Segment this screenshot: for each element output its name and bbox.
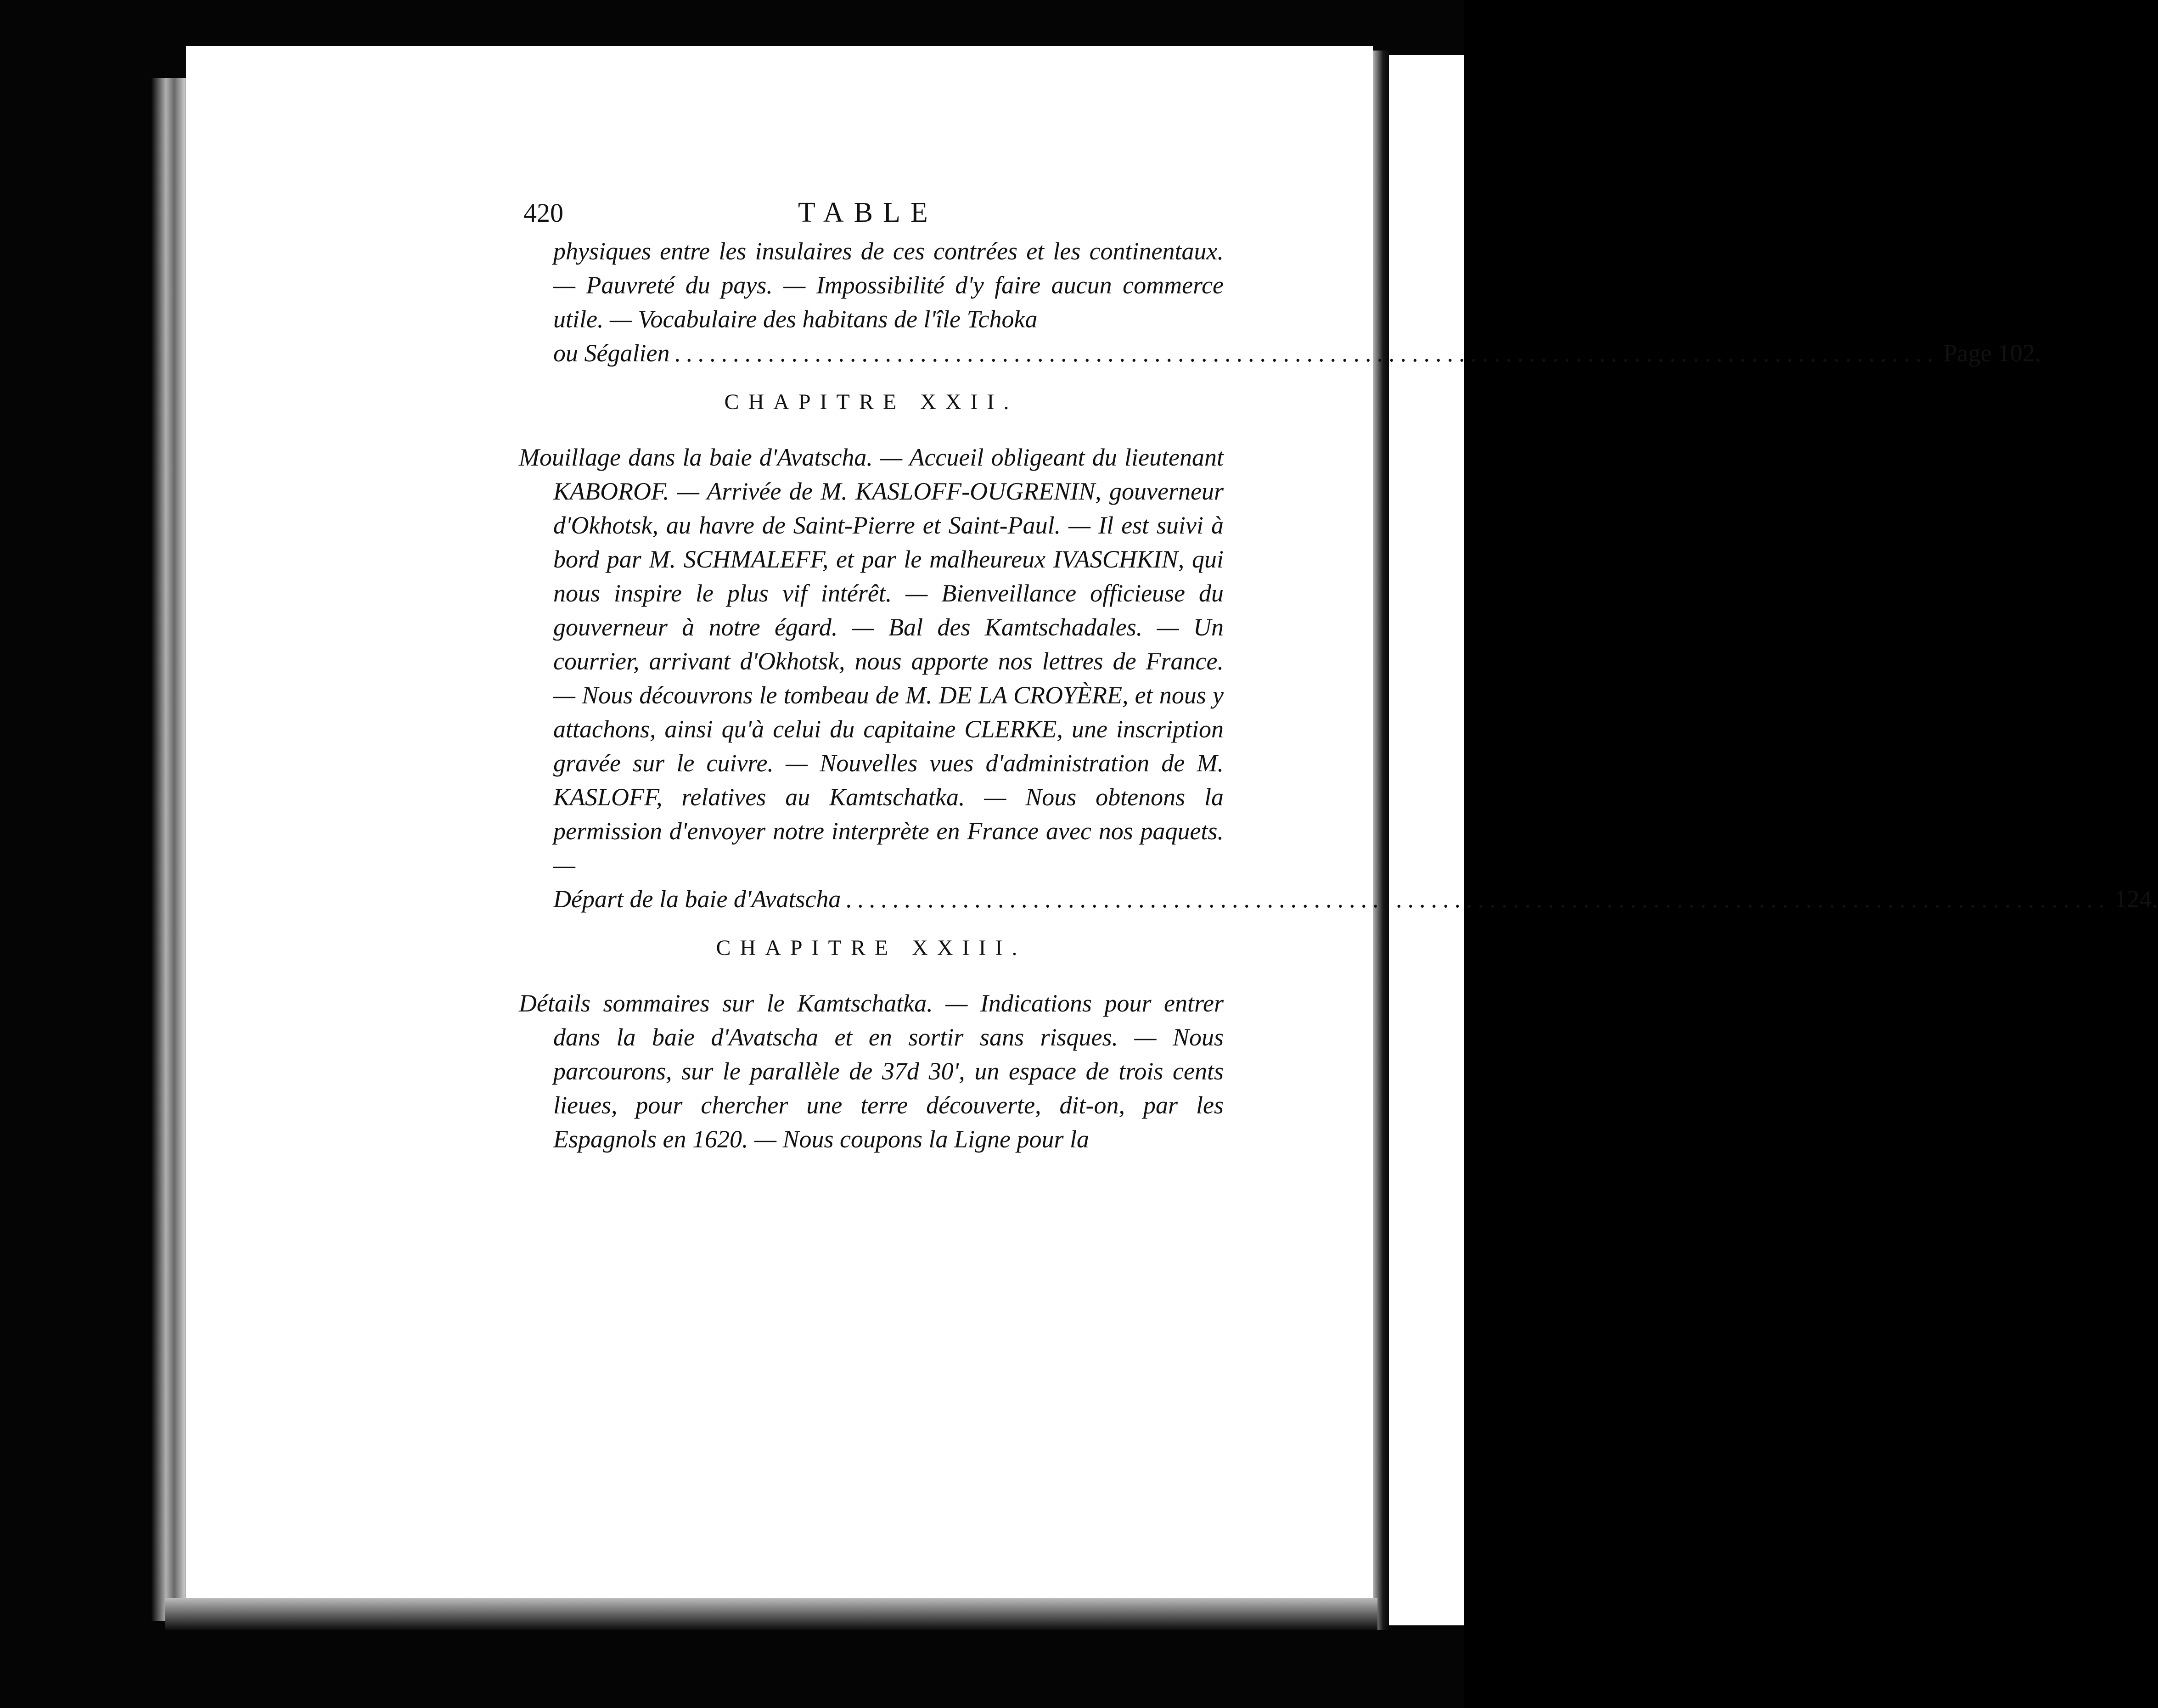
dot-leader: ............................................................................................................ — [845, 885, 2110, 913]
page-reference: Page 102. — [1943, 339, 2041, 367]
continued-entry-text: physiques entre les insulaires de ces contrées et les continentaux. — Pauvreté du pays. — Impossibilité d'y faire aucun commerce utile. — Vocabulaire des habitans de l'île Tchoka — [553, 237, 1224, 333]
page-bottom-edge — [165, 1598, 1377, 1630]
page-number: 420 — [523, 198, 563, 228]
entry-last-words: ou Ségalien — [553, 339, 670, 367]
running-head — [519, 193, 1224, 234]
chapter-summary: Détails sommaires sur le Kamtschatka. — Indications pour entrer dans la baie d'Avatscha et en sortir sans risques. — Nous parcourons, sur le parallèle de 37d 30', un espace de trois cents lieues, pour chercher une terre découverte, dit-on, par les Espagnols en 1620. — Nous coupons la Ligne pour la — [519, 989, 1224, 1153]
entry-last-words: Départ de la baie d'Avatscha — [553, 885, 841, 913]
page-text — [519, 193, 2158, 1156]
chapter-heading: CHAPITRE XXIII. — [716, 936, 1027, 960]
page-reference: 124. — [2114, 885, 2158, 913]
chapter-heading: CHAPITRE XXII. — [724, 390, 1018, 414]
dot-leader: ............................................................................................................ — [674, 339, 1939, 367]
running-title: TABLE — [798, 197, 938, 228]
chapter-summary-end — [519, 882, 2158, 916]
continued-entry-end — [519, 336, 2041, 370]
chapter-summary: Mouillage dans la baie d'Avatscha. — Accueil obligeant du lieutenant KABOROF. — Arrivée de M. KASLOFF-OUGRENIN, gouverneur d'Okhotsk, au havre de Saint-Pierre et Saint-Paul. — Il est suivi à bord par M. SCHMALEFF, et par le malheureux IVASCHKIN, qui nous inspire le plus vif intérêt. — Bienveillance officieuse du gouverneur à notre égard. — Bal des Kamtschadales. — Un courrier, arrivant d'Okhotsk, nous apporte nos lettres de France. — Nous découvrons le tombeau de M. DE LA CROYÈRE, et nous y attachons, ainsi qu'à celui du capitaine CLERKE, une inscription gravée sur le cuivre. — Nouvelles vues d'administration de M. KASLOFF, relatives au Kamtschatka. — Nous obtenons la permission d'envoyer notre interprète en France avec nos paquets. — — [519, 444, 1224, 879]
facing-page-edge — [1389, 55, 1464, 1625]
gutter-shadow — [1371, 51, 1391, 1630]
